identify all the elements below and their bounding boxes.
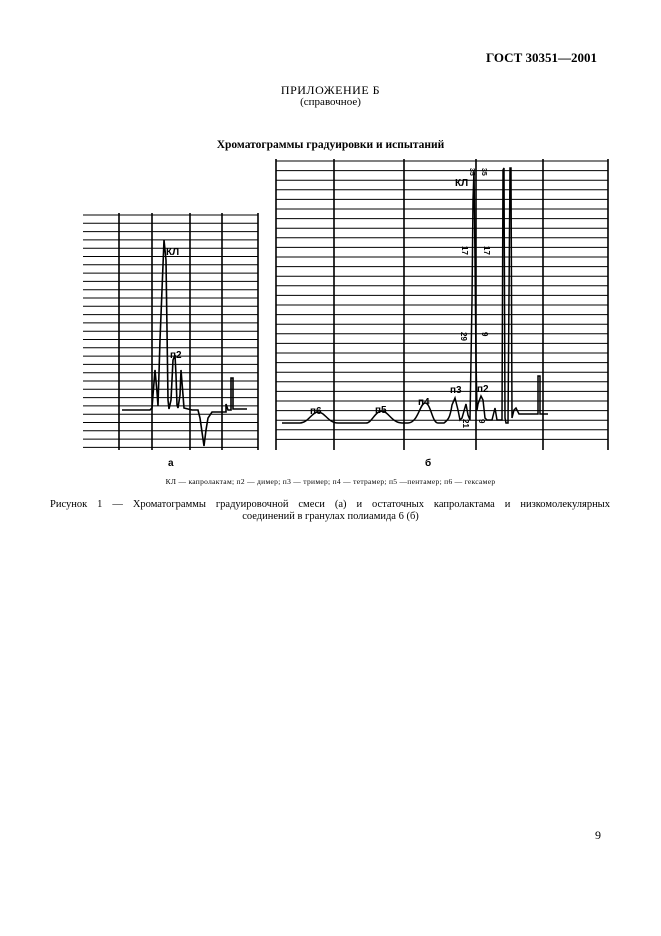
- panel-b-time-mark: 9: [480, 332, 489, 337]
- panel-b-peak-label-n6: п6: [310, 406, 322, 417]
- panel-b-time-mark: 29: [459, 332, 468, 341]
- chromatogram-panel-a: [83, 213, 258, 469]
- panel-a-peak-label-kl: КЛ: [166, 247, 180, 258]
- figure-legend: КЛ — капролактам; п2 — димер; п3 — тример; п4 — тетрамер; п5 —пентамер; п6 — гексамер: [165, 477, 496, 486]
- appendix-note: (справочное): [300, 96, 361, 108]
- panel-a-peak-label-n2: п2: [170, 350, 182, 361]
- panel-b-peak-label-n2: п2: [477, 384, 489, 395]
- panel-b-peak-label-n5: п5: [375, 405, 387, 416]
- figure-title: Хроматограммы градуировки и испытаний: [216, 139, 445, 151]
- panel-b-time-mark: 17: [460, 246, 469, 255]
- panel-a-letter: а: [168, 458, 174, 469]
- panel-b-grid: [276, 159, 608, 450]
- figure-caption-line-2: соединений в гранулах полиамида 6 (б): [242, 511, 419, 522]
- page-number: 9: [595, 828, 601, 842]
- panel-a-trace: [122, 240, 247, 446]
- panel-b-time-mark: 21: [461, 419, 470, 428]
- panel-b-time-mark: 9: [477, 419, 486, 424]
- panel-b-time-mark: 35: [468, 168, 475, 176]
- panel-b-time-mark: 17: [482, 246, 491, 255]
- panel-b-peak-label-kl: КЛ: [455, 178, 469, 189]
- panel-b-peak-label-n4: п4: [418, 397, 430, 408]
- standard-number: ГОСТ 30351—2001: [485, 50, 597, 65]
- panel-b-time-mark: 35: [480, 168, 487, 176]
- figure-caption-line-1: Рисунок 1 — Хроматограммы градуировочной смеси (а) и остаточных капролактама и низкомолекулярных: [50, 499, 610, 510]
- panel-b-letter: б: [425, 458, 432, 469]
- appendix-title: ПРИЛОЖЕНИЕ Б: [280, 83, 381, 97]
- panel-b-peak-label-n3: п3: [450, 385, 462, 396]
- chromatogram-panel-b: [276, 159, 608, 469]
